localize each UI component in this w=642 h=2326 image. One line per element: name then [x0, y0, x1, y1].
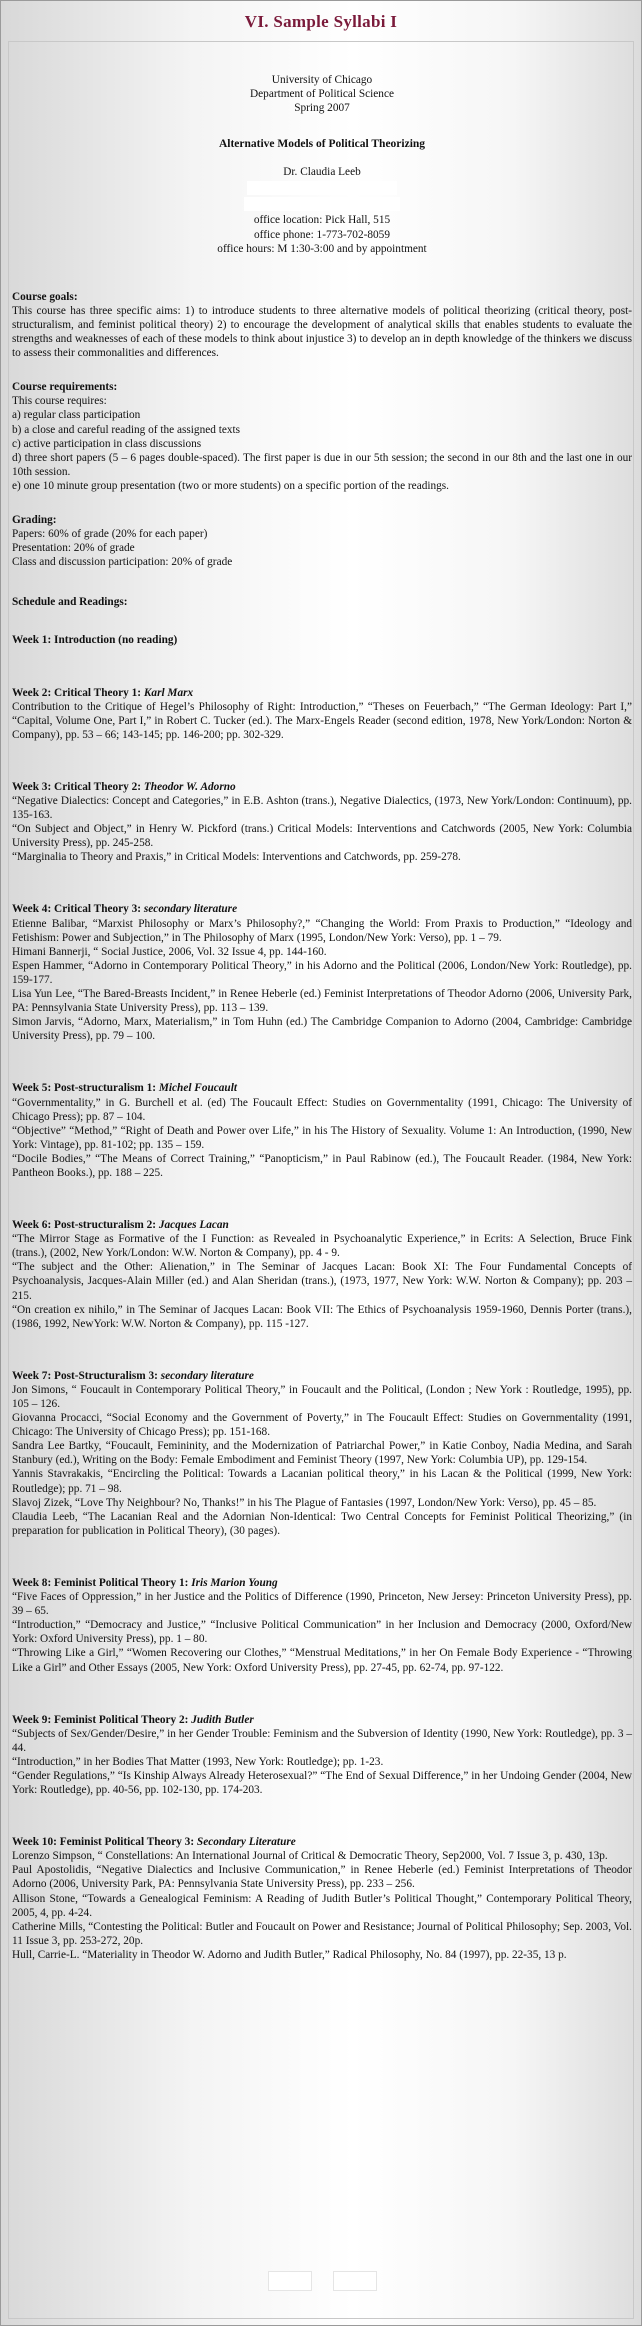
- reading-entry: Giovanna Procacci, “Social Economy and the Government of Poverty,” in The Foucault Effect: Studies on Governmentality (1991, Chicago: The University of Chicago Press); pp. 151-168.: [12, 1412, 632, 1439]
- grading-item: Class and discussion participation: 20% of grade: [12, 556, 233, 569]
- week-section: [12, 1369, 632, 1538]
- reading-entry: Lisa Yun Lee, “The Bared-Breasts Incident,” in Renee Heberle (ed.) Feminist Interpretations of Theodor Adorno (2006, University Park, PA: Pennsylvania State University Press), pp. 113 – 139.: [12, 988, 632, 1015]
- office-phone: office phone: 1-773-702-8059: [254, 228, 390, 241]
- reading-entry: “On Subject and Object,” in Henry W. Pickford (trans.) Critical Models: Interventions and Catchwords (2005, New York: Columbia University Press), pp. 245-258.: [12, 823, 632, 850]
- weeks-list: [12, 633, 632, 1962]
- page-number-box: [333, 2271, 377, 2291]
- page-footer: [1, 2271, 641, 2289]
- course-goals-section: [12, 290, 632, 360]
- week-heading: Week 10: Feminist Political Theory 3: Secondary Literature: [12, 1836, 296, 1849]
- reading-entry: Jon Simons, “ Foucault in Contemporary Political Theory,” in Foucault and the Political, (London ; New York : Routledge, 1995), pp. 105 – 126.: [12, 1383, 632, 1410]
- reading-entry: Contribution to the Critique of Hegel’s Philosophy of Right: Introduction,” “Theses on Feuerbach,” “The German Ideology: Part I,” “Capital, Volume One, Part I,” in Robert C. Tucker (ed.). The Marx-Engels Reader (second edition, 1978, New York/London: Norton & Company), pp. 53 – 66; 143-145; pp. 146-200; pp. 302-329.: [12, 700, 632, 741]
- reading-entry: Etienne Balibar, “Marxist Philosophy or Marx’s Philosophy?,” “Changing the World: From Praxis to Production,” “Ideology and Fetishism: Power and Subjection,” in The Philosophy of Marx (1995, London/New York: Verso), pp. 1 – 79.: [12, 917, 632, 944]
- reading-entry: “Objective” “Method,” “Right of Death and Power over Life,” in his The History of Sexuality. Volume 1: An Introduction, (1990, New York: Vintage), pp. 81-102; pp. 135 – 159.: [12, 1124, 632, 1151]
- reading-entry: Sandra Lee Bartky, “Foucault, Femininity, and the Modernization of Patriarchal Power,” in Katie Conboy, Nadia Medina, and Sarah Stanbury (ed.), Writing on the Body: Female Embodiment and Feminist Theory (1997, New York: Columbia UP), pp. 129-154.: [12, 1440, 632, 1467]
- reading-entry: Espen Hammer, “Adorno in Contemporary Political Theory,” in his Adorno and the Political (2006, London/New York: Routledge), pp. 159-177.: [12, 959, 632, 986]
- week-heading: Week 6: Post-structuralism 2: Jacques Lacan: [12, 1219, 229, 1232]
- redacted-field: [247, 181, 397, 195]
- requirement-item: e) one 10 minute group presentation (two or more students) on a specific portion of the readings.: [12, 479, 450, 492]
- office-hours: office hours: M 1:30-3:00 and by appointment: [217, 242, 427, 255]
- grading-item: Presentation: 20% of grade: [12, 542, 135, 555]
- week-section: [12, 633, 632, 647]
- title-bar: [1, 1, 641, 41]
- page-title: VI. Sample Syllabi I: [244, 12, 398, 31]
- reading-entry: Paul Apostolidis, “Negative Dialectics and Inclusive Communication,” in Renee Heberle (ed.) Feminist Interpretations of Theodor Adorno (2006, University Park, PA: Pennsylvania State University Press), pp. 233 – 256.: [12, 1864, 632, 1891]
- reading-entry: “The subject and the Other: Alienation,” in The Seminar of Jacques Lacan: Book XI: The Four Fundamental Concepts of Psychoanalysis, Jacques-Alain Miller (ed.) and Alan Sheridan (trans.), (1973, 1977, New York: W.W. Norton & Company); pp. 203 – 215.: [12, 1261, 632, 1302]
- schedule-heading: Schedule and Readings:: [12, 596, 128, 609]
- week-section: [12, 1218, 632, 1331]
- reading-entry: “Negative Dialectics: Concept and Categories,” in E.B. Ashton (trans.), Negative Dialectics, (1973, New York/London: Continuum), pp. 135-163.: [12, 795, 632, 822]
- week-heading: Week 8: Feminist Political Theory 1: Iris Marion Young: [12, 1576, 278, 1589]
- section-heading: Grading:: [12, 513, 57, 526]
- reading-entry: Catherine Mills, “Contesting the Political: Butler and Foucault on Power and Resistance; Journal of Political Philosophy; Sep. 2003, Vol. 11 Issue 3, pp. 253-272, 20p.: [12, 1920, 632, 1947]
- reading-entry: Simon Jarvis, “Adorno, Marx, Materialism,” in Tom Huhn (ed.) The Cambridge Companion to Adorno (2004, Cambridge: Cambridge University Press), pp. 79 – 100.: [12, 1016, 632, 1043]
- redacted-field: [244, 197, 400, 211]
- week-heading: Week 4: Critical Theory 3: secondary literature: [12, 903, 238, 916]
- grading-section: [12, 513, 632, 569]
- reading-entry: “On creation ex nihilo,” in The Seminar of Jacques Lacan: Book VII: The Ethics of Psychoanalysis 1959-1960, Dennis Porter (trans.), (1986, 1992, NewYork: W.W. Norton & Company), pp. 115 -127.: [12, 1303, 632, 1330]
- week-heading: Week 1: Introduction (no reading): [12, 634, 178, 647]
- reading-entry: Slavoj Zizek, “Love Thy Neighbour? No, Thanks!” in his The Plague of Fantasies (1997, London/New York: Verso), pp. 45 – 85.: [12, 1496, 597, 1509]
- week-section: [12, 1835, 632, 1962]
- reading-entry: “Throwing Like a Girl,” “Women Recovering our Clothes,” “Menstrual Meditations,” in her On Female Body Experience - “Throwing Like a Girl” and Other Essays (2005, New York: Oxford University Press), pp. 27-45, pp. 62-74, pp. 97-122.: [12, 1647, 632, 1674]
- section-heading: Course requirements:: [12, 381, 118, 394]
- department-name: Department of Political Science: [250, 88, 394, 101]
- week-section: [12, 902, 632, 1043]
- reading-entry: Yannis Stavrakakis, “Encircling the Political: Towards a Lacanian political theory,” in his Lacan & the Political (1999, New York: Routledge); pp. 71 – 98.: [12, 1468, 632, 1495]
- reading-entry: “Marginalia to Theory and Praxis,” in Critical Models: Interventions and Catchwords, pp. 259-278.: [12, 851, 461, 864]
- term: Spring 2007: [294, 102, 350, 115]
- week-heading: Week 7: Post-Structuralism 3: secondary literature: [12, 1369, 254, 1382]
- office-location: office location: Pick Hall, 515: [253, 214, 391, 227]
- page-number-box: [268, 2271, 312, 2291]
- reading-entry: Allison Stone, “Towards a Genealogical Feminism: A Reading of Judith Butler’s Political Thought,” Contemporary Political Theory, 2005, 4, pp. 4-24.: [12, 1892, 632, 1919]
- week-section: [12, 686, 632, 742]
- reading-entry: Himani Bannerji, “ Social Justice, 2006, Vol. 32 Issue 4, pp. 144-160.: [12, 945, 327, 958]
- reading-entry: Claudia Leeb, “The Lacanian Real and the Adornian Non-Identical: Two Central Concepts for Feminist Political Theorizing,” (in preparation for publication in Political Theory), (30 pages).: [12, 1510, 632, 1537]
- week-section: [12, 780, 632, 865]
- instructor-name: Dr. Claudia Leeb: [283, 166, 361, 179]
- schedule-section: [12, 595, 632, 609]
- reading-entry: “Five Faces of Oppression,” in her Justice and the Politics of Difference (1990, Princeton, New Jersey: Princeton University Press), pp. 39 – 65.: [12, 1591, 632, 1618]
- week-heading: Week 3: Critical Theory 2: Theodor W. Adorno: [12, 780, 236, 793]
- course-goals-text: This course has three specific aims: 1) to introduce students to three alternative models of political theorizing (critical theory, post-structuralism, and feminist political theory) 2) to encourage the development of analytical skills that enables students to evaluate the strengths and weaknesses of each of these models to think about injustice 3) to develop an in depth knowledge of the thinkers we discuss to assess their commonalities and differences.: [12, 304, 632, 360]
- section-heading: Course goals:: [12, 290, 78, 303]
- course-requirements-section: [12, 380, 632, 493]
- reading-entry: “Docile Bodies,” “The Means of Correct Training,” “Panopticism,” in Paul Rabinow (ed.), The Foucault Reader. (1984, New York: Pantheon Books.), pp. 188 – 225.: [12, 1152, 632, 1179]
- requirement-item: c) active participation in class discussions: [12, 437, 202, 450]
- reading-entry: “Gender Regulations,” “Is Kinship Always Already Heterosexual?” “The End of Sexual Difference,” in her Undoing Gender (2004, New York: Routledge), pp. 40-56, pp. 102-130, pp. 174-203.: [12, 1769, 632, 1797]
- week-heading: Week 5: Post-structuralism 1: Michel Foucault: [12, 1082, 237, 1095]
- week-heading: Week 9: Feminist Political Theory 2: Judith Butler: [12, 1713, 254, 1726]
- syllabus-content: [12, 73, 632, 1962]
- requirements-intro: This course requires:: [12, 395, 107, 408]
- university-name: University of Chicago: [271, 74, 373, 86]
- reading-entry: “The Mirror Stage as Formative of the I Function: as Revealed in Psychoanalytic Experience,” in Ecrits: A Selection, Bruce Fink (trans.), (2002, New York/London: W.W. Norton & Company), pp. 4 - 9.: [12, 1233, 632, 1260]
- reading-entry: “Introduction,” in her Bodies That Matter (1993, New York: Routledge); pp. 1-23.: [12, 1755, 384, 1768]
- reading-entry: “Introduction,” “Democracy and Justice,” “Inclusive Political Communication” in her Inclusion and Democracy (2000, Oxford/New York: Oxford University Press), pp. 1 – 80.: [12, 1619, 632, 1646]
- course-title: Alternative Models of Political Theorizing: [218, 138, 426, 151]
- week-section: [12, 1713, 632, 1798]
- reading-entry: Lorenzo Simpson, “ Constellations: An International Journal of Critical & Democratic Theory, Sep2000, Vol. 7 Issue 3, p. 430, 13p.: [12, 1850, 608, 1863]
- course-header: [12, 73, 632, 256]
- requirement-item: d) three short papers (5 – 6 pages double-spaced). The first paper is due in our 5th session; the second in our 8th and the last one in our 10th session.: [12, 451, 632, 478]
- week-heading: Week 2: Critical Theory 1: Karl Marx: [12, 686, 194, 699]
- reading-entry: Hull, Carrie-L. “Materiality in Theodor W. Adorno and Judith Butler,” Radical Philosophy, No. 84 (1997), pp. 22-35, 13 p.: [12, 1948, 567, 1961]
- reading-entry: “Subjects of Sex/Gender/Desire,” in her Gender Trouble: Feminism and the Subversion of Identity (1990, New York: Routledge), pp. 3 – 44.: [12, 1727, 632, 1754]
- week-section: [12, 1081, 632, 1180]
- reading-entry: “Governmentality,” in G. Burchell et al. (ed) The Foucault Effect: Studies on Governmentality (1991, Chicago: The University of Chicago Press); pp. 87 – 104.: [12, 1096, 632, 1123]
- grading-item: Papers: 60% of grade (20% for each paper): [12, 528, 208, 541]
- week-section: [12, 1576, 632, 1675]
- requirement-item: a) regular class participation: [12, 409, 141, 422]
- requirement-item: b) a close and careful reading of the assigned texts: [12, 423, 241, 436]
